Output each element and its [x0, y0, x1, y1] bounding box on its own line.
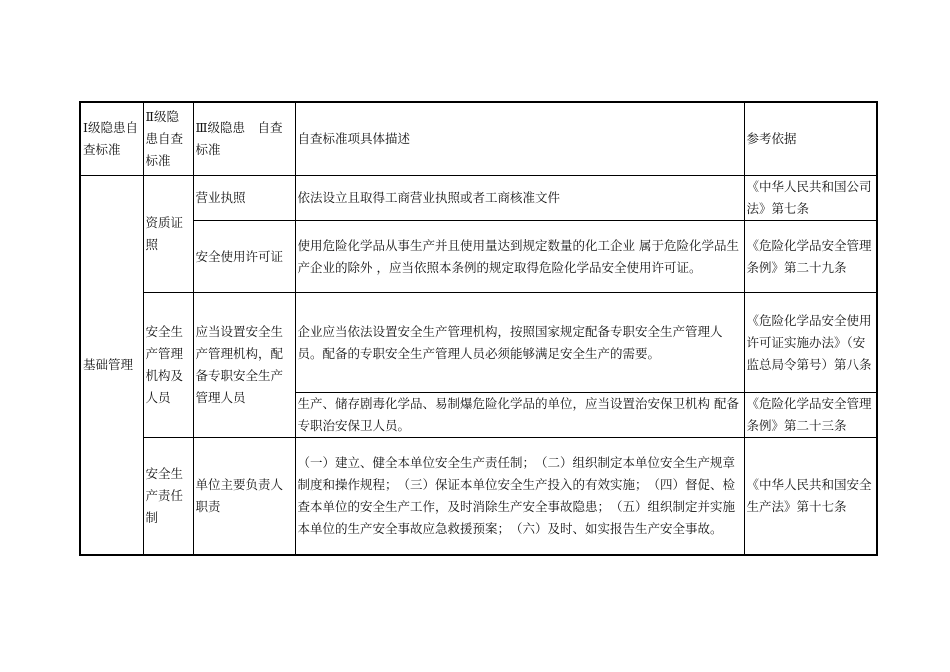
header-row: [80, 102, 877, 176]
header-level3: Ⅲ级隐患 自查标准: [193, 102, 295, 176]
level2-responsibility: 安全生产责任制: [143, 438, 193, 556]
ref-safety-permit: 《危险化学品安全管理条例》第二十九条: [744, 221, 877, 293]
ref-security: 《危险化学品安全管理条例》第二十三条: [744, 393, 877, 438]
header-description: 自查标准项具体描述: [295, 102, 744, 176]
table-row: [80, 293, 877, 393]
level3-safety-permit: 安全使用许可证: [193, 221, 295, 293]
desc-safety-org: 企业应当依法设置安全生产管理机构，按照国家规定配备专职安全生产管理人员。配备的专职安全生产管理人员必须能够满足安全生产的需要。: [295, 293, 744, 393]
table-row: [80, 438, 877, 556]
level3-safety-org-staff: 应当设置安全生产管理机构，配备专职安全生产管理人员: [193, 293, 295, 438]
ref-leader-duty: 《中华人民共和国安全生产法》第十七条: [744, 438, 877, 556]
level2-safety-org: 安全生产管理机构及人员: [143, 293, 193, 438]
level2-qualification: 资质证照: [143, 176, 193, 293]
table-row: [80, 176, 877, 221]
header-level1: Ⅰ级隐患自查标准: [80, 102, 143, 176]
desc-security: 生产、储存剧毒化学品、易制爆危险化学品的单位，应当设置治安保卫机构 配备专职治安保卫人员。: [295, 393, 744, 438]
header-level2: Ⅱ级隐患自查标准: [143, 102, 193, 176]
ref-business-license: 《中华人民共和国公司法》第七条: [744, 176, 877, 221]
desc-leader-duty: （一）建立、健全本单位安全生产责任制； （二）组织制定本单位安全生产规章制度和操作规程； （三）保证本单位安全生产投入的有效实施； （四）督促、检查本单位的安全生产工作，及时消除生产安全事故隐患； （五）组织制定并实施本单位的生产安全事故应急救援预案； （六）及时、如实报告生产安全事故。: [295, 438, 744, 556]
table-row: [80, 221, 877, 293]
desc-business-license: 依法设立且取得工商营业执照或者工商核准文件: [295, 176, 744, 221]
desc-safety-permit: 使用危险化学品从事生产并且使用量达到规定数量的化工企业 属于危险化学品生产企业的除外 ，应当依照本条例的规定取得危险化学品安全使用许可证。: [295, 221, 744, 293]
header-reference: 参考依据: [744, 102, 877, 176]
ref-safety-org: 《危险化学品安全使用许可证实施办法》（安监总局令第号）第八条: [744, 293, 877, 393]
level3-leader-duty: 单位主要负责人职责: [193, 438, 295, 556]
level1-basic-management: 基础管理: [80, 176, 143, 556]
level3-business-license: 营业执照: [193, 176, 295, 221]
self-inspection-table: [79, 101, 878, 556]
